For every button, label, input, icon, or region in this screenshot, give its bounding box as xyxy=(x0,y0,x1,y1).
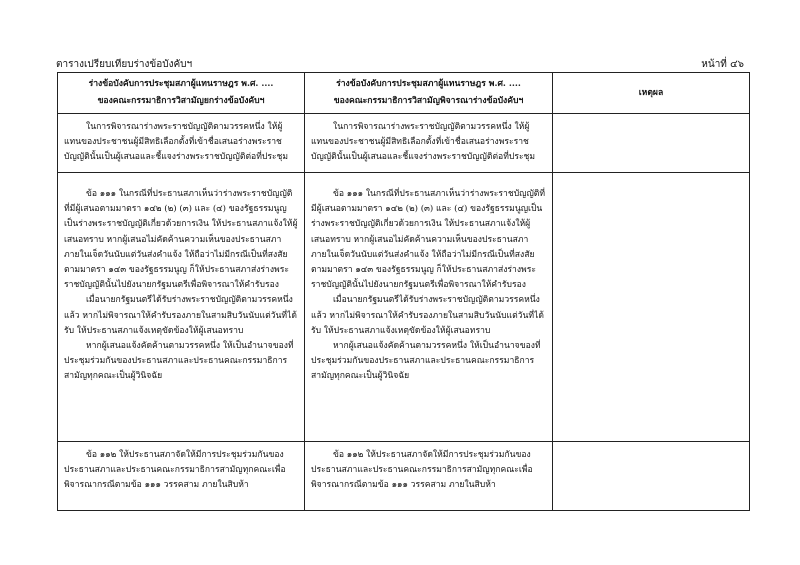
column-header-reason xyxy=(553,73,750,114)
table-row xyxy=(58,442,750,511)
cell-reason xyxy=(553,173,750,442)
comparison-table xyxy=(57,72,750,511)
paragraph: หากผู้เสนอแจ้งคัดค้านตามวรรคหนึ่ง ให้เป็นอำนาจของที่ประชุมร่วมกันของประธานสภาและประธานคณะกรรมาธิการสามัญทุกคณะเป็นผู้วินิจฉัย xyxy=(311,341,541,382)
cell-committee-draft xyxy=(58,442,305,511)
paragraph: ข้อ ๑๑๒ ให้ประธานสภาจัดให้มีการประชุมร่วมกันของประธานสภาและประธานคณะกรรมาธิการสามัญทุกคณะเพื่อพิจารณากรณีตามข้อ ๑๑๑ วรรคสาม ภายในสิบห้า xyxy=(311,450,533,491)
table-header-row xyxy=(58,73,750,114)
column-header-line: เหตุผล xyxy=(638,87,664,98)
page-number: หน้าที่ ๔๖ xyxy=(701,59,744,70)
paragraph: หากผู้เสนอแจ้งคัดค้านตามวรรคหนึ่ง ให้เป็นอำนาจของที่ประชุมร่วมกันของประธานสภาและประธานคณะกรรมาธิการสามัญทุกคณะเป็นผู้วินิจฉัย xyxy=(64,341,294,382)
paragraph: ในการพิจารณาร่างพระราชบัญญัติตามวรรคหนึ่ง ให้ผู้แทนของประชาชนผู้มีสิทธิเลือกตั้งที่เข้าชื่อเสนอร่างพระราชบัญญัตินั้นเป็นผู้เสนอและชี้แจงร่างพระราชบัญญัติต่อที่ประชุม xyxy=(311,122,536,163)
cell-reason xyxy=(553,442,750,511)
column-header-line: ร่างข้อบังคับการประชุมสภาผู้แทนราษฎร พ.ศ. .... xyxy=(336,79,521,89)
cell-reason xyxy=(553,114,750,173)
column-header-review-draft xyxy=(305,73,553,114)
cell-review-draft xyxy=(305,114,553,173)
column-header-committee-draft xyxy=(58,73,305,114)
paragraph: ในการพิจารณาร่างพระราชบัญญัติตามวรรคหนึ่ง ให้ผู้แทนของประชาชนผู้มีสิทธิเลือกตั้งที่เข้าชื่อเสนอร่างพระราชบัญญัตินั้นเป็นผู้เสนอและชี้แจงร่างพระราชบัญญัติต่อที่ประชุม xyxy=(64,122,289,163)
column-header-line: ร่างข้อบังคับการประชุมสภาผู้แทนราษฎร พ.ศ. .... xyxy=(88,79,274,89)
table-row xyxy=(58,173,750,442)
paragraph: เมื่อนายกรัฐมนตรีได้รับร่างพระราชบัญญัติตามวรรคหนึ่งแล้ว หากไม่พิจารณาให้คำรับรองภายในสามสิบวันนับแต่วันที่ได้รับ ให้ประธานสภาแจ้งเหตุขัดข้องให้ผู้เสนอทราบ xyxy=(311,295,544,336)
paragraph: เมื่อนายกรัฐมนตรีได้รับร่างพระราชบัญญัติตามวรรคหนึ่งแล้ว หากไม่พิจารณาให้คำรับรองภายในสามสิบวันนับแต่วันที่ได้รับ ให้ประธานสภาแจ้งเหตุขัดข้องให้ผู้เสนอทราบ xyxy=(64,295,297,336)
paragraph: ข้อ ๑๑๑ ในกรณีที่ประธานสภาเห็นว่าร่างพระราชบัญญัติที่มีผู้เสนอตามมาตรา ๑๔๒ (๒) (๓) และ (๔) ของรัฐธรรมนูญเป็นร่างพระราชบัญญัติเกี่ยวด้วยการเงิน ให้ประธานสภาแจ้งให้ผู้เสนอทราบ หากผู้เสนอไม่คัดค้านความเห็นของประธานสภาภายในเจ็ดวันนับแต่วันส่งคำแจ้ง ให้ถือว่าไม่มีกรณีเป็นที่สงสัยตามมาตรา ๑๔๓ ของรัฐธรรมนูญ ก็ให้ประธานสภาส่งร่างพระราชบัญญัตินั้นไปยังนายกรัฐมนตรีเพื่อพิจารณาให้คำรับรอง xyxy=(311,189,546,291)
table-row xyxy=(58,114,750,173)
paragraph: ข้อ ๑๑๒ ให้ประธานสภาจัดให้มีการประชุมร่วมกันของประธานสภาและประธานคณะกรรมาธิการสามัญทุกคณะเพื่อพิจารณากรณีตามข้อ ๑๑๑ วรรคสาม ภายในสิบห้า xyxy=(64,450,286,491)
cell-review-draft xyxy=(305,173,553,442)
cell-committee-draft xyxy=(58,114,305,173)
document-title: ตารางเปรียบเทียบร่างข้อบังคับฯ xyxy=(56,59,193,70)
cell-review-draft xyxy=(305,442,553,511)
column-header-line: ของคณะกรรมาธิการวิสามัญยกร่างข้อบังคับฯ xyxy=(97,96,265,106)
cell-committee-draft xyxy=(58,173,305,442)
paragraph: ข้อ ๑๑๑ ในกรณีที่ประธานสภาเห็นว่าร่างพระราชบัญญัติที่มีผู้เสนอตามมาตรา ๑๔๒ (๒) (๓) และ (๔) ของรัฐธรรมนูญเป็นร่างพระราชบัญญัติเกี่ยวด้วยการเงิน ให้ประธานสภาแจ้งให้ผู้เสนอทราบ หากผู้เสนอไม่คัดค้านความเห็นของประธานสภาภายในเจ็ดวันนับแต่วันส่งคำแจ้ง ให้ถือว่าไม่มีกรณีเป็นที่สงสัยตามมาตรา ๑๔๓ ของรัฐธรรมนูญ ก็ให้ประธานสภาส่งร่างพระราชบัญญัตินั้นไปยังนายกรัฐมนตรีเพื่อพิจารณาให้คำรับรอง xyxy=(64,189,298,291)
column-header-line: ของคณะกรรมาธิการวิสามัญพิจารณาร่างข้อบังคับฯ xyxy=(333,96,524,106)
